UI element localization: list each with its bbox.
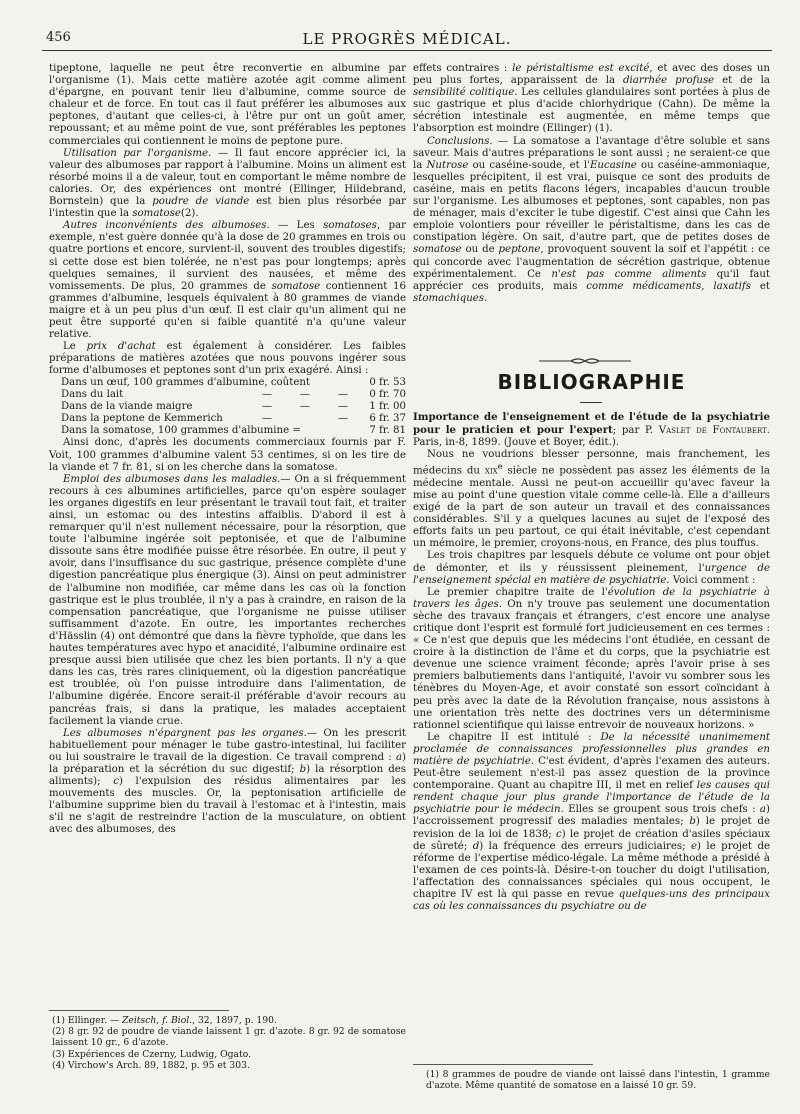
footnote: (4) Virchow's Arch. 89, 1882, p. 95 et 303. <box>52 1059 250 1071</box>
price-table <box>49 377 406 437</box>
table-row: Dans de la viande maigre — — — 1 fr. 00 <box>61 401 406 413</box>
paragraph: Conclusions. — La somatose a l'avantage d'être soluble et sans saveur. Mais d'autres préparations le sont aussi ; ne seraient-ce que la Nutrose ou caséine-soude, et l'Eucasine ou caséine-ammoniaque, lesquelles précipitent, il est vrai, puisque ce sont des produits de caséine, mais en petits flacons légers, incapables d'aucun trouble sur l'organisme. Les albumoses et peptones, sont capables, non pas de ménager, mais d'exciter le tube digestif. C'est ainsi que Cahn les emploie volontiers pour réveiller le péristaltisme, dans les cas de constipation légère. On sait, d'autre part, que de petites doses de somatose ou de peptone, provoquent souvent la soif et l'appétit : ce qui concorde avec l'augmentation de sécrétion gastrique, obtenue expérimentalement. Ce n'est pas comme aliments qu'il faut apprécier ces produits, mais comme médicaments, laxatifs et stomachiques. <box>413 135 770 304</box>
right-column-top <box>413 63 770 305</box>
footnote: (2) 8 gr. 92 de poudre de viande laissent 1 gr. d'azote. 8 gr. 92 de somatose laissent 10 gr., 6 d'azote. <box>52 1026 406 1049</box>
table-row: Dans du lait — — — 0 fr. 70 <box>61 389 406 401</box>
paragraph: effets contraires : le péristaltisme est excité, et avec des doses un peu plus fortes, apparaissent de la diarrhée profuse et de la sensibilité colitique. Les cellules glandulaires sont portées à plus de suc gastrique et plus d'acide chlorhydrique (Cahn). De même la sécrétion intestinale est augmentée, en même temps que l'absorption est moindre (Ellinger) (1). <box>413 63 771 135</box>
journal-title: LE PROGRÈS MÉDICAL. <box>302 30 512 48</box>
footnote-rule <box>49 1010 229 1011</box>
page-number: 456 <box>46 30 71 45</box>
bibliography-column <box>413 411 770 913</box>
page-header <box>42 30 772 51</box>
paragraph: Le chapitre II est intitulé : De la nécessité unanimement proclamée de connaissances professionnelles plus grandes en matière de psychiatrie. C'est évident, d'après l'examen des auteurs. Peut-être seulement n'est-il pas assez question de la province contemporaine. Quant au chapitre III, il met en relief les causes qui rendent chaque jour plus grande l'importance de l'étude de la psychiatrie pour le médecin. Elles se groupent sous trois chefs : a) l'accroissement progressif des maladies mentales; b) le projet de revision de la loi de 1838; c) le projet de création d'asiles spéciaux de sûreté; d) la fréquence des erreurs judiciaires; e) le projet de réforme de l'expertise médico-légale. La même méthode a présidé à l'examen de ces points-là. Désire-t-on toucher du doigt l'utilisation, l'affectation des connaissances spéciales qui nous occupent, le chapitre IV est là qui passe en revue quelques-uns des principaux cas où les connaissances du psychiatre ou de <box>413 731 771 913</box>
paragraph: Le premier chapitre traite de l'évolution de la psychiatrie à travers les âges. On n'y trouve pas seulement une documentation sèche des travaux français et étrangers, c'est encore une analyse critique dont l'esprit est formulé fort judicieusement en ces termes : « Ce n'est que depuis que les médecins l'ont étudiée, en cessant de croire à la distinction de l'âme et du corps, que la psychiatrie est devenue une science vraiment féconde; après l'avoir prise à ses premiers balbutiements dans l'antiquité, l'avoir vu sombrer sous les ténèbres du Moyen-Age, et avoir constaté son essort coïncidant à peu près avec la date de la Révolution française, nous assistons à une orientation très nette des doctrines vers un déterminisme rationnel scientifique qui laisse entrevoir de nouveaux horizons. » <box>413 586 770 731</box>
bibliography-entry: Importance de l'enseignement et de l'étude de la psychiatrie pour le praticien et pour l'expert; par P. Vaslet de Fontaubert. Paris, in-8, 1899. (Jouve et Boyer, édit.). <box>413 411 771 449</box>
footnote: (1) Ellinger. — Zeitsch, f. Biol., 32, 1897, p. 190. <box>52 1015 277 1026</box>
right-footnotes <box>426 1069 770 1091</box>
paragraph: tipeptone, laquelle ne peut être reconvertie en albumine par l'organisme (1). Mais cette matière azotée agit comme aliment d'épargne, en pouvant tenir lieu d'albumine, comme source de chaleur et de force. En tout cas il faut préférer les albumoses aux peptones, d'autant que celles-ci, à l'être pur ont un goût amer, repoussant; et au même point de vue, sont préférables les peptones commerciales qui contiennent le moins de peptone pure. <box>49 63 406 147</box>
paragraph: Emploi des albumoses dans les maladies.— On a si fréquemment recours à ces albumines artificielles, parce qu'on espère soulager les organes digestifs en leur présentant le travail tout fait, et traiter ainsi, un estomac ou des intestins affaiblis. D'abord il est à remarquer qu'il n'est nullement nécessaire, pour la résorption, que toute l'albumine ingérée soit peptonisée, et que de l'albumine dissoute sans être modifiée puisse être résorbée. En outre, il peut y avoir, dans l'insuffisance du suc gastrique, présence complète d'une digestion pancréatique plus énergique (3). Ainsi on peut administrer de l'albumine non modifiée, car même dans les cas où la fonction gastrique est le plus troublée, il n'y a pas à craindre, en raison de la compensation pancréatique, que l'organisme ne puisse utiliser suffisamment d'azote. En outre, les importantes recherches d'Hässlin (4) ont démontré que dans la fièvre typhoïde, que dans les hautes températures avec hypo et anacidité, l'albumine ordinaire est presque aussi bien utilisée que chez les bien portants. Il n'y a que dans les cas, très rares cliniquement, où la digestion pancréatique est troublée, où l'on puisse introduire dans l'alimentation, de l'albumine digérée. Encore serait-il préférable d'avoir recours au pancréas frais, si dans la pratique, les malades acceptaient facilement la viande crue. <box>49 473 406 727</box>
section-title: BIBLIOGRAPHIE <box>497 370 686 394</box>
table-row: Dans la somatose, 100 grammes d'albumine = 7 fr. 81 <box>61 425 406 437</box>
footnote-rule <box>413 1064 593 1065</box>
paragraph: Autres inconvénients des albumoses. — Les somatoses, par exemple, n'est guère donnée qu'à la dose de 20 grammes en trois ou quatre portions et encore, survient-il, souvent des troubles digestifs; si cette dose est bien tolérée, ne n'est pas pour longtemps; après quelques semaines, il survient des nausées, et même des vomissements. De plus, 20 grammes de somatose contiennent 16 grammes d'albumine, lesquels équivalent à 80 grammes de viande maigre et à un peu plus d'un œuf. Il est clair qu'un aliment qui ne peut être supporté qu'en si faible quantité n'a qu'une valeur relative. <box>49 220 407 341</box>
paragraph: Utilisation par l'organisme. — Il faut encore apprécier ici, la valeur des albumoses par rapport à l'albumine. Moins un aliment est résorbé moins il a de valeur, tout en comportant le même nombre de calories. Or, des expériences ont montré (Ellinger, Hildebrand, Bornstein) que la poudre de viande est bien plus résorbée par l'intestin que la somatose(2). <box>49 147 406 220</box>
paragraph: Nous ne voudrions blesser personne, mais franchement, les médecins du xix$^e$ siècle ne possèdent pas assez les éléments de la médecine mentale. Aussi ne peut-on accueillir qu'avec faveur la mise au point d'une question vitale comme celle-là. Elle a d'ailleurs exigé de la part de son auteur un travail et des connaissances considérables. S'il y a quelques lacunes au sujet de l'exposé des efforts faits un peu partout, ce qui était inévitable, c'est cependant un mémoire, le premier, croyons-nous, en France, des plus touffus. <box>413 449 770 550</box>
paragraph: Le prix d'achat est également à considérer. Les faibles préparations de matières azotées que nous pouvons ingérer sous forme d'albumoses et peptones sont d'un prix exagéré. Ainsi : <box>49 341 406 377</box>
footnote: (1) 8 grammes de poudre de viande ont laissé dans l'intestin, 1 gramme d'azote. Même quantité de somatose en a laissé 10 gr. 59. <box>426 1069 770 1092</box>
table-row: Dans la peptone de Kemmerich — — 6 fr. 37 <box>61 413 406 425</box>
ornament-divider <box>535 356 635 366</box>
left-column <box>49 63 406 837</box>
title-rule <box>580 402 602 403</box>
paragraph: Ainsi donc, d'après les documents commerciaux fournis par F. Voit, 100 grammes d'albumine valent 53 centimes, si on les tire de la viande et 7 fr. 81, si on les cherche dans la somatose. <box>49 437 406 473</box>
footnote: (3) Expériences de Czerny, Ludwig, Ogato. <box>52 1048 252 1060</box>
table-row: Dans un œuf, 100 grammes d'albumine, coûtent 0 fr. 53 <box>61 377 406 389</box>
left-footnotes <box>52 1015 406 1071</box>
paragraph: Les albumoses n'épargnent pas les organes.— On les prescrit habituellement pour ménager le tube gastro-intestinal, lui faciliter ou lui soustraire le travail de la digestion. Ce travail comprend : a) la préparation et la sécrétion du suc digestif; b) la résorption des aliments); c) l'expulsion des résidus alimentaires par les mouvements des muscles. Or, la peptonisation artificielle de l'albumine supprime bien du travail à l'estomac et à l'intestin, mais s'il ne s'agit de restreindre l'action de la musculature, on obtient avec des albumoses, des <box>49 727 406 836</box>
paragraph: Les trois chapitres par lesquels débute ce volume ont pour objet de démonter, et ils y réussissent pleinement, l'urgence de l'enseignement spécial en matière de psychiatrie. Voici comment : <box>413 550 770 586</box>
